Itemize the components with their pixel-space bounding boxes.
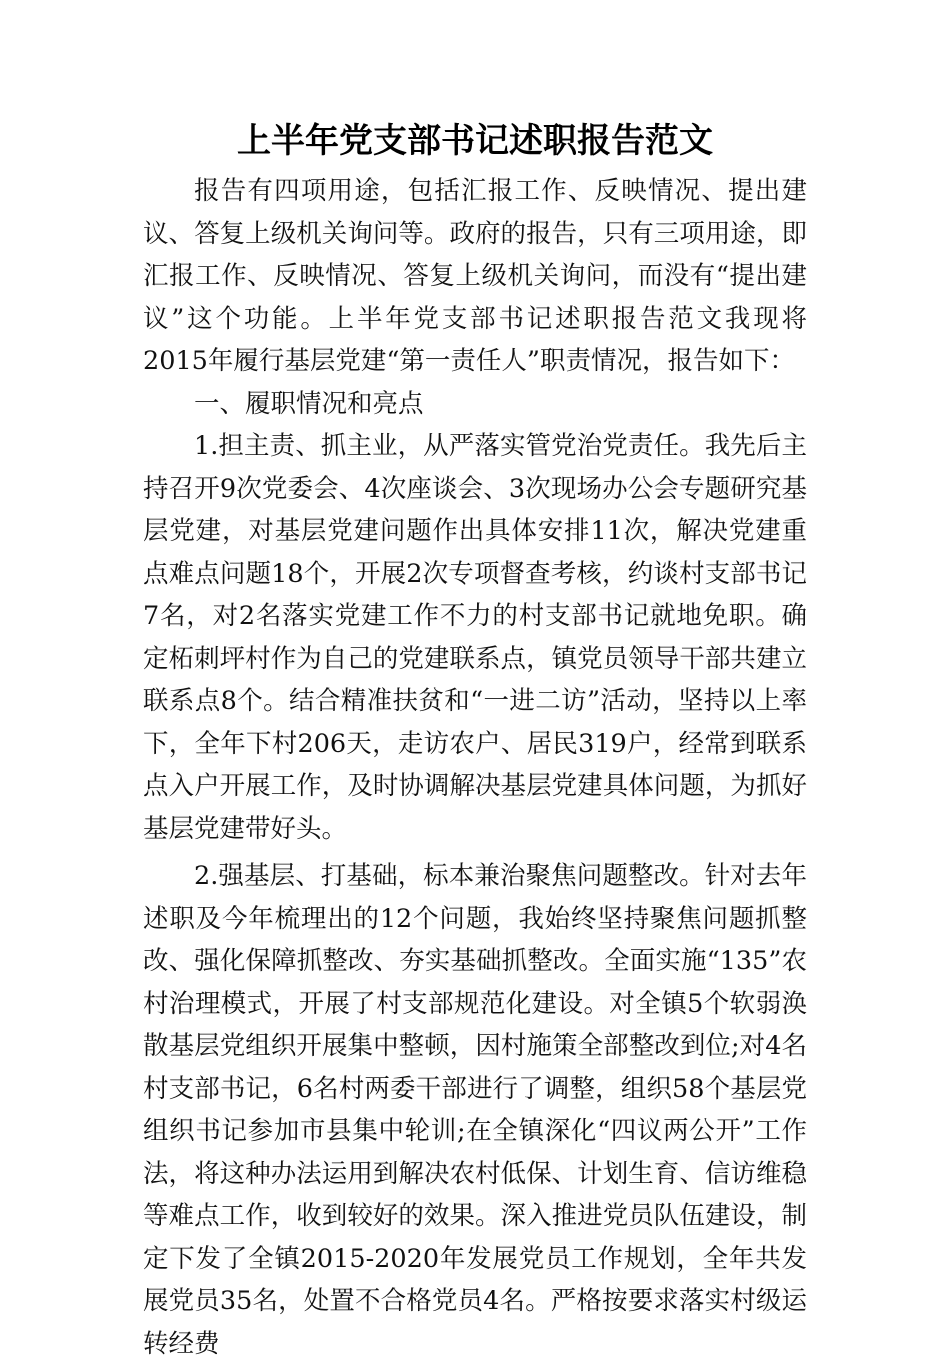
document-body	[143, 170, 807, 1365]
body-paragraph-2: 2.强基层、打基础，标本兼治聚焦问题整改。针对去年述职及今年梳理出的12个问题，我始终坚持聚焦问题抓整改、强化保障抓整改、夯实基础抓整改。全面实施“135”农村治理模式，开展了村支部规范化建设。对全镇5个软弱涣散基层党组织开展集中整顿，因村施策全部整改到位;对4名村支部书记，6名村两委干部进行了调整，组织58个基层党组织书记参加市县集中轮训;在全镇深化“四议两公开”工作法，将这种办法运用到解决农村低保、计划生育、信访维稳等难点工作，收到较好的效果。深入推进党员队伍建设，制定下发了全镇2015-2020年发展党员工作规划，全年共发展党员35名，处置不合格党员4名。严格按要求落实村级运转经费	[143, 861, 807, 1359]
body-paragraph-1: 1.担主责、抓主业，从严落实管党治党责任。我先后主持召开9次党委会、4次座谈会、3次现场办公会专题研究基层党建，对基层党建问题作出具体安排11次，解决党建重点难点问题18个，开展2次专项督查考核，约谈村支部书记7名，对2名落实党建工作不力的村支部书记就地免职。确定柘刺坪村作为自己的党建联系点，镇党员领导干部共建立联系点8个。结合精准扶贫和“一进二访”活动，坚持以上率下，全年下村206天，走访农户、居民319户，经常到联系点入户开展工作，及时协调解决基层党建具体问题，为抓好基层党建带好头。	[143, 431, 807, 844]
document-title: 上半年党支部书记述职报告范文	[237, 121, 713, 161]
section-heading: 一、履职情况和亮点	[194, 388, 424, 419]
intro-paragraph: 报告有四项用途，包括汇报工作、反映情况、提出建议、答复上级机关询问等。政府的报告，只有三项用途，即汇报工作、反映情况、答复上级机关询问，而没有“提出建议”这个功能。上半年党支部书记述职报告范文我现将2015年履行基层党建“第一责任人”职责情况，报告如下：	[143, 176, 807, 376]
